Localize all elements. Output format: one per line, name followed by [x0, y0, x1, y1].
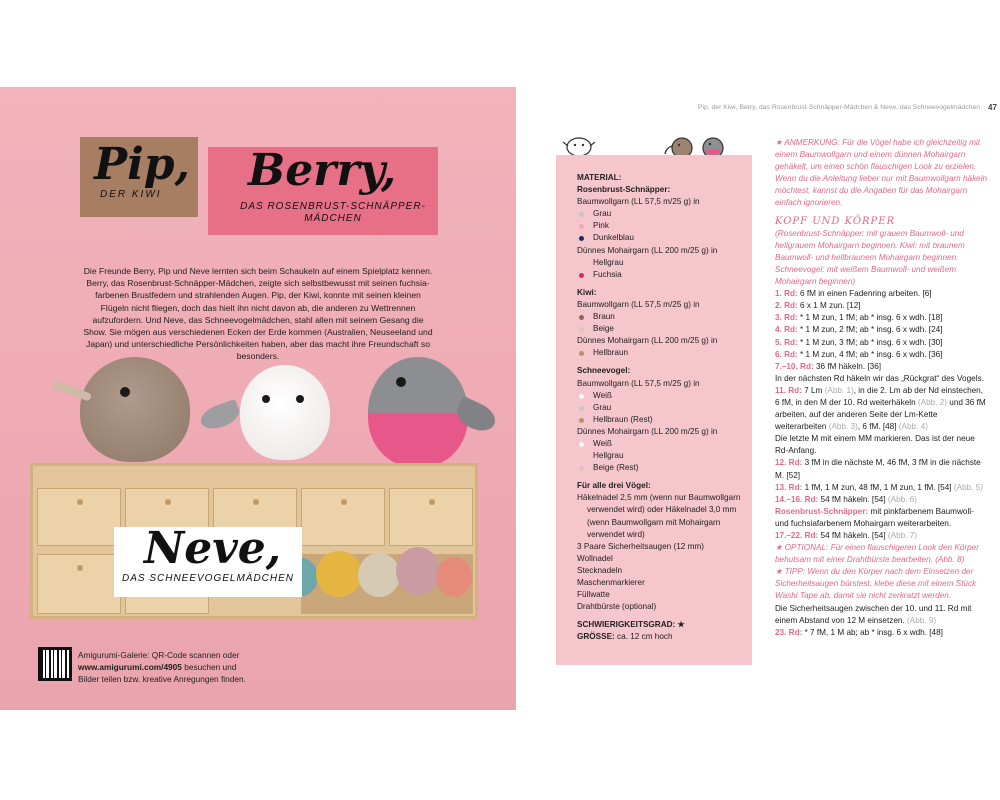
row-line: 12. Rd: 3 fM in die nächste M, 46 fM, 3 fM in die nächste M. [52]	[775, 458, 981, 480]
row-line: 11. Rd: 7 Lm (Abb. 1), in die 2. Lm ab der Nd einstechen, 6 fM, in den M der 10. Rd weiterhäkeln (Abb. 2) und 36 fM arbeiten, auf der anderen Seite der Lm-Kette weiterarbeiten (Abb. 3), 6 fM. [48] (Abb. 4)	[775, 385, 986, 432]
row-line: 17.–22. Rd: 54 fM häkeln. [54] (Abb. 7)	[775, 531, 917, 540]
difficulty: SCHWIERIGKEITSGRAD: ★	[577, 620, 685, 630]
paragraph: Die letzte M mit einem MM markieren. Das ist der neue Rd-Anfang.	[775, 434, 975, 456]
paragraph: Die Sicherheitsaugen zwischen der 10. und 11. Rd mit einem Abstand von 12 M einsetzen. (Abb. 9)	[775, 603, 972, 625]
kiwi-eye	[120, 387, 130, 397]
color-swatch-beige	[579, 327, 584, 332]
row-line: 14.–16. Rd: 54 fM häkeln. [54] (Abb. 6)	[775, 494, 917, 504]
color-item: Grau	[577, 402, 747, 414]
color-swatch-darkblue	[579, 236, 584, 241]
tip-note: ★ TIPP: Wenn du den Körper nach dem Einsetzen der Sicherheitsaugen bürstest, klebe diese mit einem Stück Washi Tape ab, damit sie nicht zerkratzt werden.	[775, 567, 977, 601]
note-text: ★ ANMERKUNG: Für die Vögel habe ich gleichzeitig mit einem Baumwollgarn und einem dünnen Mohairgarn gehäkelt, um einen schön flauschigen Look zu erzielen. Wenn du die Anleitung lieber nur mit Baumwollgarn häkeln möchtest, kannst du die Angaben für das Mohairgarn einfach ignorieren.	[775, 138, 988, 208]
berry-subtitle: DAS ROSENBRUST-SCHNÄPPER-MÄDCHEN	[240, 201, 426, 224]
color-item: Beige	[577, 323, 747, 335]
color-item: Weiß	[577, 390, 747, 402]
kiwi-material-head: Kiwi:	[577, 287, 597, 297]
color-item: Weiß	[577, 438, 747, 450]
left-page-photo	[0, 87, 516, 710]
page-number: 47	[988, 103, 997, 112]
color-item: Hellbraun	[577, 347, 747, 359]
color-item: Dunkelblau	[577, 232, 747, 244]
neve-eye-left	[262, 395, 270, 403]
color-item: Fuchsia	[577, 269, 747, 281]
row-line: 5. Rd: * 1 M zun, 3 fM; ab * insg. 6 x wdh. [30]	[775, 337, 943, 347]
row-line: 4. Rd: * 1 M zun, 2 fM; ab * insg. 6 x wdh. [24]	[775, 325, 943, 335]
kiwi-bird	[80, 357, 190, 462]
pip-title-card	[80, 137, 198, 217]
color-swatch-beige	[579, 466, 584, 471]
qr-caption: Amigurumi-Galerie: QR-Code scannen oder www.amigurumi.com/4905 besuchen und Bilder teilen bzw. kreative Anregungen finden.	[78, 650, 246, 684]
yarn-ball-coral	[436, 557, 472, 597]
neve-material-head: Schneevogel:	[577, 366, 631, 376]
section-note: (Rosenbrust-Schnäpper: mit grauem Baumwoll- und hellgrauem Mohairgarn beginnen. Kiwi: mit braunem Baumwoll- und hellbraunem Mohairgarn beginnen. Schneevogel: mit weißem Baumwoll- und weißem Mohairgarn beginnen)	[775, 228, 965, 287]
color-swatch-fuchsia	[579, 273, 584, 278]
color-swatch-pink	[579, 224, 584, 229]
shelf-drawer	[389, 488, 473, 546]
size-value: ca. 12 cm hoch	[614, 632, 673, 642]
color-swatch-lightbrown	[579, 418, 584, 423]
row-line: 1. Rd: 6 fM in einen Fadenring arbeiten. [6]	[775, 289, 932, 299]
neve-title: Neve,	[144, 523, 282, 574]
paragraph: In der nächsten Rd häkeln wir das „Rückgrat“ des Vogels.	[775, 373, 984, 383]
gallery-link[interactable]: www.amigurumi.com/4905	[78, 662, 182, 672]
pip-subtitle: DER KIWI	[100, 189, 162, 200]
color-swatch-gray	[579, 212, 584, 217]
color-swatch-brown	[579, 315, 584, 320]
neve-subtitle: DAS SCHNEEVOGELMÄDCHEN	[121, 573, 295, 584]
optional-note: ★ OPTIONAL: Für einen flauschigeren Look den Körper behutsam mit einer Drahtbürste bearbeiten. (Abb. 8)	[775, 543, 979, 565]
color-item: Hellgrau	[593, 257, 624, 267]
color-item: Hellgrau	[593, 451, 624, 461]
size-label: GRÖSSE:	[577, 632, 615, 642]
row-line: 3. Rd: * 1 M zun, 1 fM; ab * insg. 6 x wdh. [18]	[775, 313, 943, 323]
section-title: KOPF UND KÖRPER	[775, 215, 896, 227]
berry-bird	[368, 357, 468, 467]
color-item: Pink	[577, 220, 747, 232]
color-item: Beige (Rest)	[577, 462, 747, 474]
color-swatch-lightbrown	[579, 351, 584, 356]
color-swatch-gray	[579, 406, 584, 411]
material-title: MATERIAL:	[577, 173, 622, 182]
color-item: Grau	[577, 208, 747, 220]
pip-title: Pip,	[94, 139, 190, 190]
berry-title-card	[208, 147, 438, 235]
yarn-ball-mauve	[396, 547, 440, 595]
berry-eye	[396, 377, 406, 387]
berry-title: Berry,	[248, 145, 397, 196]
shelf-drawer	[37, 554, 121, 614]
row-line: 6. Rd: * 1 M zun, 4 fM; ab * insg. 6 x wdh. [36]	[775, 349, 943, 359]
qr-code[interactable]	[38, 647, 72, 681]
color-swatch-white	[579, 394, 584, 399]
intro-text: Die Freunde Berry, Pip und Neve lernten sich beim Schaukeln auf einem Spielplatz kennen. Berry, das Rosenbrust-Schnäpper-Mädchen, zeigte sich selbstbewusst mit seinen fuchsia-farbenen Brustfedern und strahlenden Augen. Pip, der Kiwi, konnte mit seinen kleinen Flügeln nicht fliegen, doch das hielt ihn nicht davon ab, die anderen zu Wettrennen aufzufordern. Und Neve, das Schneevogelmädchen, stahl allen mit seinem Gesang die Show. Sie mögen aus verschiedenen Ecken der Erde kommen (Australien, Neuseeland und Japan) und unterschiedliche Persönlichkeiten haben, aber das macht ihre Freundschaft so besonders.	[83, 266, 433, 362]
shelf-drawer	[301, 488, 385, 546]
row-line: 2. Rd: 6 x 1 M zun. [12]	[775, 301, 861, 311]
instructions-column	[775, 137, 989, 639]
shelf-drawer	[37, 488, 121, 546]
color-swatch-white	[579, 442, 584, 447]
neve-eye-right	[296, 395, 304, 403]
row-line: Rosenbrust-Schnäpper: mit pinkfarbenem Baumwoll- und fuchsiafarbenem Mohairgarn weiterarbeiten.	[775, 506, 974, 528]
row-line: 13. Rd: 1 fM, 1 M zun, 48 fM, 1 M zun, 1 fM. [54] (Abb. 5)	[775, 482, 983, 492]
all-birds-head: Für alle drei Vögel:	[577, 481, 651, 491]
berry-material-head: Rosenbrust-Schnäpper:	[577, 185, 671, 195]
neve-title-card	[114, 523, 302, 597]
neve-bird	[240, 365, 330, 460]
neve-wing	[197, 399, 242, 433]
material-list: MATERIAL: Rosenbrust-Schnäpper: Baumwollgarn (LL 57,5 m/25 g) in Grau Pink Dunkelblau Dünnes Mohairgarn (LL 200 m/25 g) in Hellgrau Fuchsia Kiwi: Baumwollgarn (LL 57,5 m/25 g) in Braun Beige Dünnes Mohairgarn (LL 200 m/25 g) in Hellbraun Schneevogel: Baumwollgarn (LL 57,5 m/25 g) in Weiß Grau Hellbraun (Rest) Dünnes Mohairgarn (LL 200 m/25 g) in Weiß Hellgrau Beige (Rest) Für alle drei Vögel: Häkelnadel 2,5 mm (wenn nur Baumwollgarn verwendet wird) oder Häkelnadel 3,0 mm (wenn Baumwollgarn mit Mohairgarn verwendet wird) 3 Paare Sicherheitsaugen (12 mm) Wollnadel Stecknadeln Maschenmarkierer Füllwatte Drahtbürste (optional) SCHWIERIGKEITSGRAD: ★ GRÖSSE: ca. 12 cm hoch	[577, 172, 747, 643]
color-item: Braun	[577, 311, 747, 323]
row-line: 7.–10. Rd: 36 fM häkeln. [36]	[775, 361, 882, 371]
yarn-ball-yellow	[316, 551, 362, 597]
yarn-ball-beige	[358, 553, 400, 597]
color-item: Hellbraun (Rest)	[577, 414, 747, 426]
running-header: Pip, der Kiwi, Berry, das Rosenbrust-Schnäpper-Mädchen & Neve, das Schneevogelmädchen	[697, 104, 980, 111]
row-line: 23. Rd: * 7 fM, 1 M ab; ab * insg. 6 x wdh. [48]	[775, 627, 943, 637]
